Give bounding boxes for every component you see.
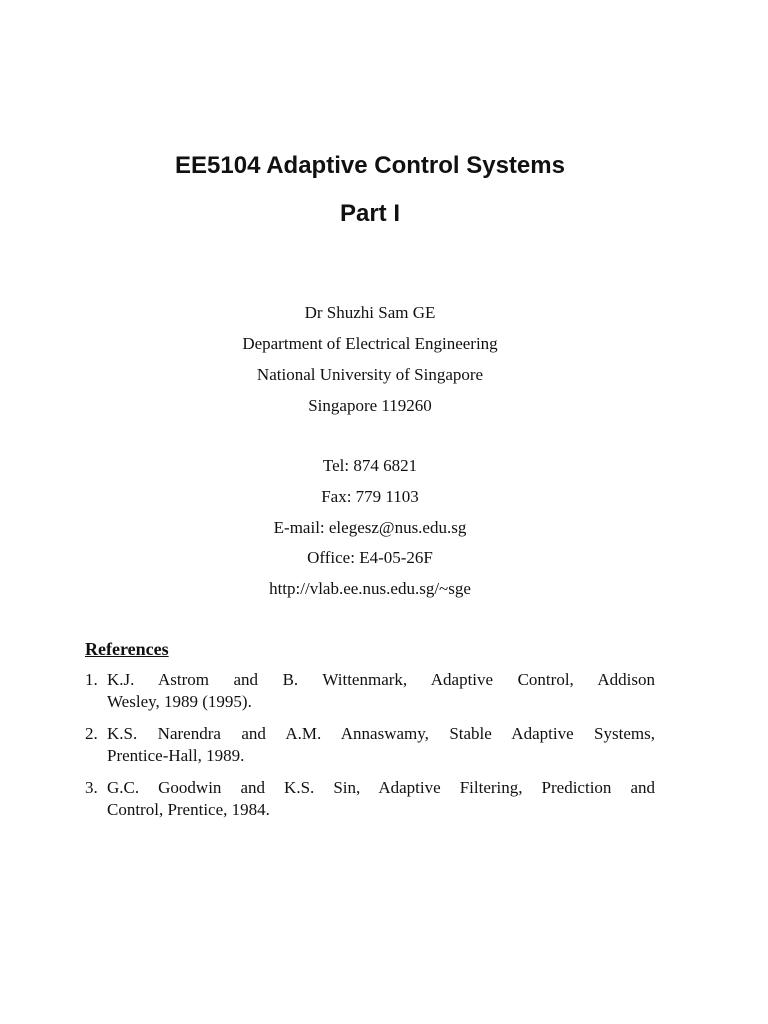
reference-text-line: Control, Prentice, 1984. bbox=[107, 800, 270, 819]
reference-number: 3. bbox=[85, 778, 98, 797]
reference-item bbox=[85, 723, 655, 767]
reference-number: 1. bbox=[85, 670, 98, 689]
contact-url: http://vlab.ee.nus.edu.sg/~sge bbox=[269, 579, 471, 598]
contact-office: Office: E4-05-26F bbox=[307, 548, 433, 567]
document-title: EE5104 Adaptive Control Systems bbox=[175, 152, 565, 179]
author-department: Department of Electrical Engineering bbox=[242, 334, 498, 353]
reference-item bbox=[85, 777, 655, 821]
author-city: Singapore 119260 bbox=[308, 396, 432, 415]
contact-tel: Tel: 874 6821 bbox=[322, 456, 418, 475]
contact-fax: Fax: 779 1103 bbox=[321, 487, 419, 506]
references-heading: References bbox=[85, 639, 169, 659]
references-list bbox=[85, 669, 655, 831]
author-university: National University of Singapore bbox=[256, 365, 484, 384]
reference-text-line: K.J. Astrom and B. Wittenmark, Adaptive Control, Addison bbox=[107, 670, 655, 689]
reference-text-line: G.C. Goodwin and K.S. Sin, Adaptive Filtering, Prediction and bbox=[107, 778, 655, 797]
reference-text-line: K.S. Narendra and A.M. Annaswamy, Stable Adaptive Systems, bbox=[107, 724, 655, 743]
author-name: Dr Shuzhi Sam GE bbox=[304, 303, 436, 322]
contact-email: E-mail: elegesz@nus.edu.sg bbox=[273, 518, 467, 537]
reference-item bbox=[85, 669, 655, 713]
reference-number: 2. bbox=[85, 724, 98, 743]
reference-text-line: Wesley, 1989 (1995). bbox=[107, 692, 252, 711]
reference-text-line: Prentice-Hall, 1989. bbox=[107, 746, 245, 765]
document-subtitle: Part I bbox=[339, 200, 401, 227]
